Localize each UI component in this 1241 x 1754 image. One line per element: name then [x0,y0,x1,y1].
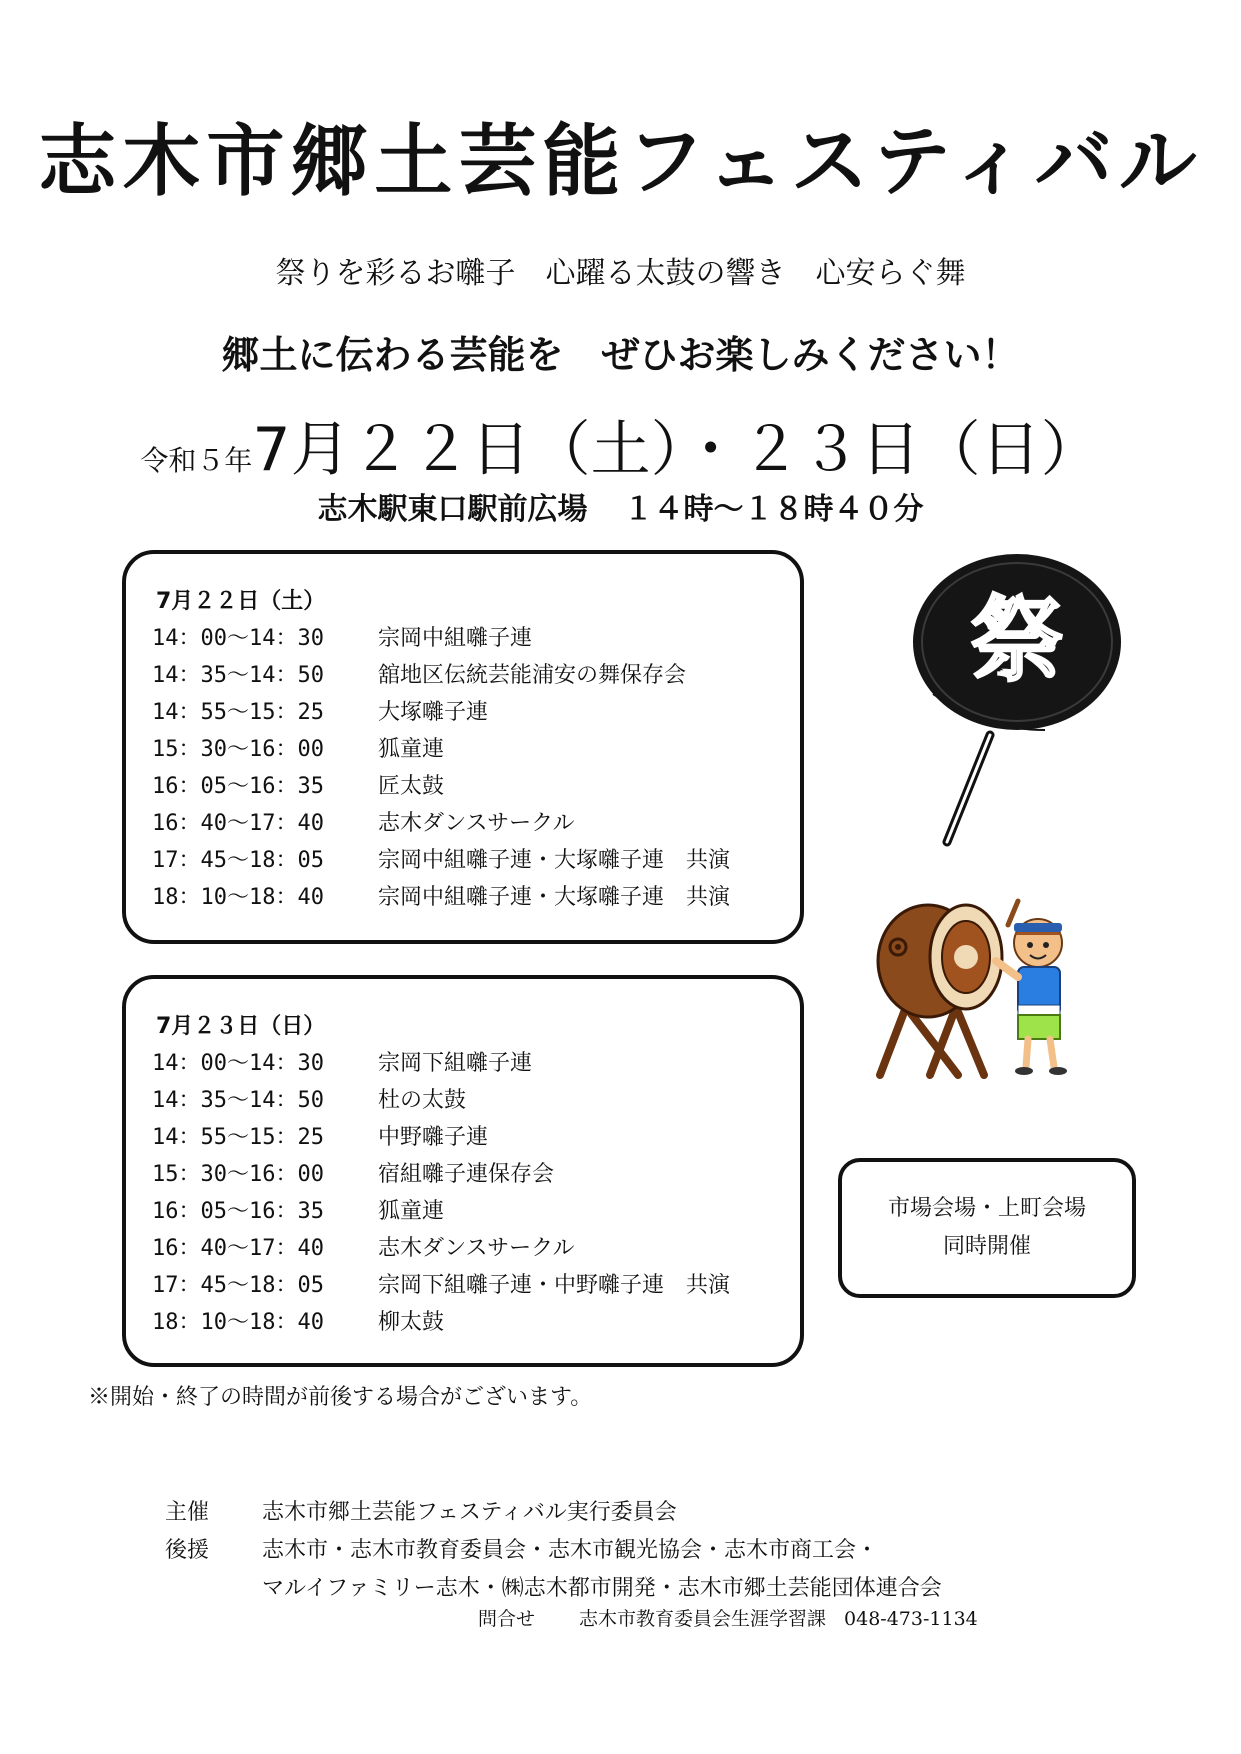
date-day1: 7月２２日 [252,415,531,485]
schedule-time: 16：05〜16：35 [152,1199,324,1224]
schedule-row [152,1119,488,1156]
schedule-time: 14：00〜14：30 [152,626,324,651]
schedule-row [152,768,444,805]
schedule-row [152,731,444,768]
date-dow1: （土） [530,415,681,485]
date-separator: ・ [680,415,741,485]
schedule-row [152,1156,554,1193]
schedule-time: 16：05〜16：35 [152,774,324,799]
schedule-time: 16：40〜17：40 [152,811,324,836]
simultaneous-venues: 市場会場・上町会場 [887,1196,1086,1221]
organizer-label: 主催 [165,1500,210,1525]
venue-hours: １４時〜１８時４０分 [623,492,924,527]
schedule-day1 [122,550,804,944]
schedule-time: 14：00〜14：30 [152,1051,324,1076]
contact-line [478,1604,978,1631]
schedule-performer: 宗岡中組囃子連 [378,626,533,651]
schedule-day2-title: 7月２３日（日） [156,1014,326,1039]
contact-label: 問合せ [478,1608,536,1630]
date-dow2: （日） [920,415,1101,485]
festival-fan-illustration [905,550,1145,850]
schedule-row [152,1267,730,1304]
schedule-performer: 杜の太鼓 [378,1088,467,1113]
schedule-performer: 狐童連 [378,737,445,762]
schedule-performer: 中野囃子連 [378,1125,489,1150]
support-label: 後援 [165,1538,210,1563]
schedule-time: 17：45〜18：05 [152,848,324,873]
schedule-row [152,1193,444,1230]
contact-phone: 048-473-1134 [844,1608,978,1630]
support-line2: マルイファミリー志木・㈱志木都市開発・志木市郷土芸能団体連合会 [262,1576,942,1601]
schedule-performer: 宗岡中組囃子連・大塚囃子連 共演 [378,848,731,873]
schedule-performer: 宗岡下組囃子連 [378,1051,533,1076]
schedule-time: 17：45〜18：05 [152,1273,324,1298]
schedule-performer: 宿組囃子連保存会 [378,1162,555,1187]
schedule-day1-title: 7月２２日（土） [156,589,326,614]
schedule-performer: 柳太鼓 [378,1310,445,1335]
schedule-row [152,1082,466,1119]
schedule-row [152,657,686,694]
page-title: 志木市郷土芸能フェスティバル [38,116,1203,207]
schedule-performer: 匠太鼓 [378,774,445,799]
schedule-time: 14：35〜14：50 [152,1088,324,1113]
schedule-time: 16：40〜17：40 [152,1236,324,1261]
schedule-row [152,1230,574,1267]
schedule-day2 [122,975,804,1367]
schedule-performer: 宗岡中組囃子連・大塚囃子連 共演 [378,885,731,910]
schedule-row [152,805,574,842]
schedule-row [152,1304,444,1341]
time-change-note: ※開始・終了の時間が前後する場合がございます。 [88,1385,593,1410]
contact-org: 志木市教育委員会生涯学習課 [579,1608,827,1630]
schedule-time: 14：35〜14：50 [152,663,324,688]
date-era: 令和５年 [140,444,253,477]
schedule-row [152,879,730,916]
taiko-drummer-illustration [868,895,1098,1085]
schedule-performer: 志木ダンスサークル [378,1236,575,1261]
simultaneous-label: 同時開催 [942,1234,1031,1259]
date-day2: ２３日 [740,415,921,485]
support-line1: 志木市・志木市教育委員会・志木市観光協会・志木市商工会・ [262,1538,879,1563]
tagline: 祭りを彩るお囃子 心躍る太鼓の響き 心安らぐ舞 [275,256,966,291]
schedule-performer: 志木ダンスサークル [378,811,575,836]
schedule-performer: 狐童連 [378,1199,445,1224]
schedule-performer: 宗岡下組囃子連・中野囃子連 共演 [378,1273,731,1298]
schedule-row [152,1045,532,1082]
fan-kanji: 祭 [970,586,1064,694]
schedule-time: 18：10〜18：40 [152,1310,324,1335]
schedule-row [152,842,730,879]
schedule-row [152,694,488,731]
venue-place: 志木駅東口駅前広場 [317,492,588,527]
schedule-performer: 舘地区伝統芸能浦安の舞保存会 [378,663,687,688]
schedule-time: 14：55〜15：25 [152,700,324,725]
schedule-time: 15：30〜16：00 [152,1162,324,1187]
schedule-time: 14：55〜15：25 [152,1125,324,1150]
organizer-name: 志木市郷土芸能フェスティバル実行委員会 [262,1500,677,1525]
simultaneous-events-box [838,1158,1136,1298]
catchphrase: 郷土に伝わる芸能を ぜひお楽しみください！ [221,333,1020,377]
schedule-time: 15：30〜16：00 [152,737,324,762]
schedule-performer: 大塚囃子連 [378,700,489,725]
venue-line [0,488,1241,532]
schedule-time: 18：10〜18：40 [152,885,324,910]
schedule-row [152,620,532,657]
